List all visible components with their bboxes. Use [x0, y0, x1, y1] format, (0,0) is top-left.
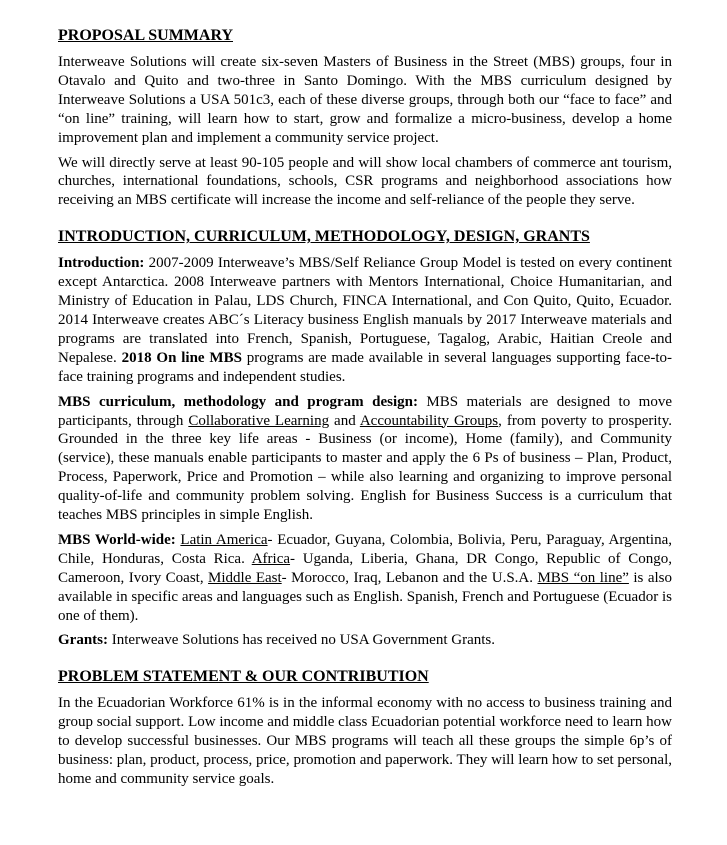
proposal-paragraph-1: Interweave Solutions will create six-seven Masters of Business in the Street (MBS) groups, four in Otavalo and Quito and two-three in Santo Domingo. With the MBS curriculum designed by Interweave Solutions a USA 501c3, each of these diverse groups, through both our “face to face” and “on line” training, will learn how to start, grow and formalize a micro-business, develop a home improvement plan and implement a community service project. — [58, 54, 672, 146]
mbs-worldwide-text-1: - Ecuador, Guyana, Colombia, Bolivia, Peru, Paraguay, Argentina, Chile, Honduras, Costa Rica. — [58, 531, 673, 567]
africa-link[interactable]: Africa — [251, 550, 291, 567]
latin-america-link[interactable]: Latin America — [180, 531, 268, 548]
accountability-groups-link[interactable]: Accountability Groups — [359, 412, 499, 429]
mbs-worldwide-label: MBS World-wide: — [58, 531, 176, 548]
grants-text: Interweave Solutions has received no USA Government Grants. — [108, 632, 495, 649]
proposal-paragraph-2: We will directly serve at least 90-105 people and will show local chambers of commerce ant tourism, churches, international foundations, schools, CSR programs and neighborhood associations how receiving an MBS certificate will increase the income and self-reliance of the people they serve. — [58, 154, 672, 209]
introduction-text-1: 2007-2009 Interweave’s MBS/Self Reliance Group Model is tested on every continent except Antarctica. 2008 Interweave partners with Mentors International, Choice Humanitarian, and Ministry of Education in Palau, LDS Church, FINCA International, and Con Quito, Quito, Ecuador. 2014 Interweave creates ABC´s Literacy business English manuals by 2017 Interweave materials and programs are translated into French, Spanish, Portuguese, Tagalog, Arabic, Haitian Creole and Nepalese. — [58, 255, 672, 366]
mbs-curriculum-text-2: and — [329, 412, 360, 429]
mbs-worldwide-paragraph — [58, 531, 672, 626]
online-mbs-bold: 2018 On line MBS — [121, 349, 242, 366]
document-page — [58, 26, 672, 789]
mbs-worldwide-text-4: is also available in specific areas and languages such as English. Spanish, French and Portuguese (Ecuador is one of them). — [58, 569, 673, 624]
grants-paragraph — [58, 631, 672, 650]
problem-statement-paragraph: In the Ecuadorian Workforce 61% is in the informal economy with no access to business training and group social support. Low income and middle class Ecuadorian potential workforce need to learn how to develop successful businesses. Our MBS programs will teach all these groups the simple 6p’s of business: plan, product, process, price, promotion and paperwork. They will learn how to set personal, home and community service goals. — [58, 695, 672, 787]
collaborative-learning-link[interactable]: Collaborative Learning — [188, 412, 330, 429]
introduction-text-2: programs are made available in several languages supporting face-to-face training programs and independent studies. — [58, 349, 672, 385]
mbs-curriculum-text-3: , from poverty to prosperity. Grounded in the three key life areas - Business (or income), Home (family), and Community (service), these manuals enable participants to master and apply the 6 Ps of business – Plan, Product, Process, Paperwork, Price and Promotion – while also learning and organizing to improve personal quality-of-life and community problem solving. English for Business Success is a curriculum that teaches MBS principles in simple English. — [58, 412, 672, 524]
proposal-summary-heading: PROPOSAL SUMMARY — [58, 27, 233, 44]
problem-statement-heading: PROBLEM STATEMENT & OUR CONTRIBUTION — [58, 668, 429, 686]
mbs-worldwide-text-3: - Morocco, Iraq, Lebanon and the U.S.A. — [281, 569, 538, 586]
mbs-curriculum-paragraph — [58, 393, 672, 525]
introduction-heading: INTRODUCTION, CURRICULUM, METHODOLOGY, DESIGN, GRANTS — [58, 228, 590, 246]
grants-label: Grants: — [58, 632, 108, 649]
mbs-online-link[interactable]: MBS “on line” — [537, 569, 629, 586]
introduction-paragraph — [58, 254, 672, 386]
mbs-curriculum-label: MBS curriculum, methodology and program design: — [58, 393, 418, 410]
mbs-curriculum-text-1: MBS materials are designed to move participants, through — [58, 393, 672, 429]
middle-east-link[interactable]: Middle East — [208, 569, 282, 586]
mbs-worldwide-text-2: - Uganda, Liberia, Ghana, DR Congo, Republic of Congo, Cameroon, Ivory Coast, — [58, 550, 672, 586]
introduction-label: Introduction: — [58, 255, 145, 272]
